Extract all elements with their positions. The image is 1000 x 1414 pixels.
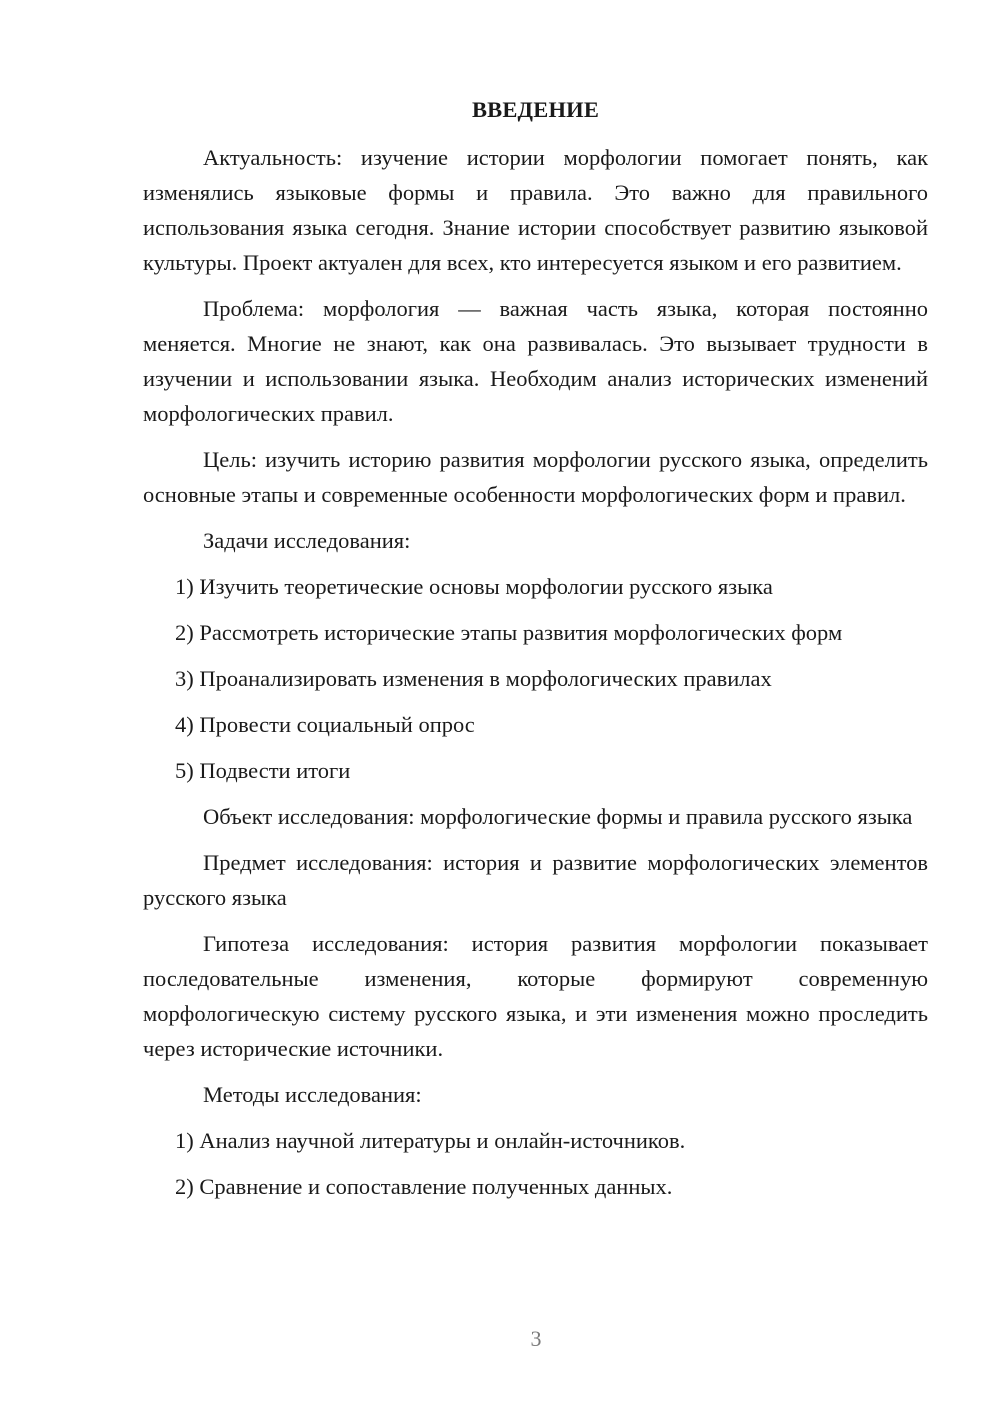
- document-page: [143, 92, 928, 1215]
- methods-heading: Методы исследования:: [203, 1082, 422, 1107]
- hypothesis-paragraph: Гипотеза исследования: история развития морфологии показывает последовательные изменения, которые формируют современную морфологическую систему русского языка, и эти изменения можно проследить через исторические источники.: [143, 931, 928, 1061]
- document-title: ВВЕДЕНИЕ: [471, 97, 600, 122]
- subject-paragraph: Предмет исследования: история и развитие морфологических элементов русского языка: [143, 850, 928, 910]
- task-item-5: 5) Подвести итоги: [175, 758, 351, 783]
- goal-paragraph: Цель: изучить историю развития морфологии русского языка, определить основные этапы и современные особенности морфологических форм и правил.: [143, 447, 928, 507]
- relevance-paragraph: Актуальность: изучение истории морфологии помогает понять, как изменялись языковые формы и правила. Это важно для правильного использования языка сегодня. Знание истории способствует развитию языковой культуры. Проект актуален для всех, кто интересуется языком и его развитием.: [143, 145, 928, 275]
- methods-list: [143, 1123, 928, 1204]
- method-item-2: 2) Сравнение и сопоставление полученных данных.: [175, 1174, 673, 1199]
- method-item-1: 1) Анализ научной литературы и онлайн-источников.: [175, 1128, 686, 1153]
- object-paragraph: Объект исследования: морфологические формы и правила русского языка: [203, 804, 913, 829]
- task-item-1: 1) Изучить теоретические основы морфологии русского языка: [175, 574, 773, 599]
- tasks-list: [143, 569, 928, 788]
- task-item-3: 3) Проанализировать изменения в морфологических правилах: [175, 666, 772, 691]
- task-item-4: 4) Провести социальный опрос: [175, 712, 475, 737]
- tasks-heading: Задачи исследования:: [203, 528, 411, 553]
- task-item-2: 2) Рассмотреть исторические этапы развития морфологических форм: [175, 620, 843, 645]
- problem-paragraph: Проблема: морфология — важная часть языка, которая постоянно меняется. Многие не знают, как она развивалась. Это вызывает трудности в изучении и использовании языка. Необходим анализ исторических изменений морфологических правил.: [143, 296, 928, 426]
- page-number: 3: [530, 1326, 542, 1351]
